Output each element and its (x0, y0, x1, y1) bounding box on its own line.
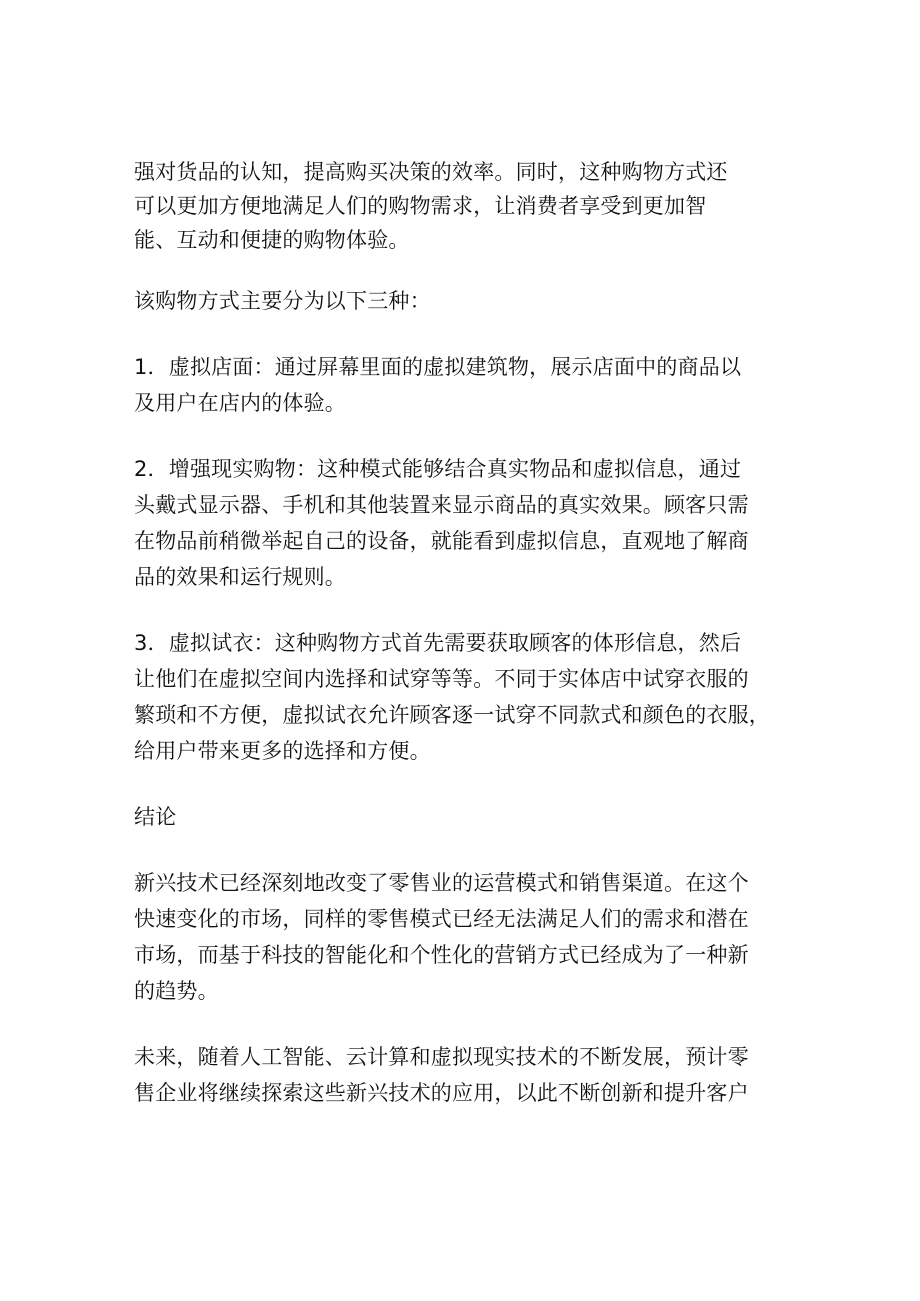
text-line: 3．虚拟试衣：这种购物方式首先需要获取顾客的体形信息，然后 (134, 631, 742, 655)
paragraph-three-types-intro (134, 283, 794, 319)
text-line: 结论 (134, 805, 177, 829)
text-line: 1．虚拟店面：通过屏幕里面的虚拟建筑物，展示店面中的商品以 (134, 355, 742, 379)
text-line: 快速变化的市场，同样的零售模式已经无法满足人们的需求和潜在 (134, 907, 749, 931)
list-item-virtual-storefront (134, 349, 794, 421)
text-line: 强对货品的认知，提高购买决策的效率。同时，这种购物方式还 (134, 160, 728, 184)
section-heading-conclusion (134, 799, 794, 835)
list-item-virtual-fitting (134, 625, 794, 769)
text-line: 繁琐和不方便，虚拟试衣允许顾客逐一试穿不同款式和颜色的衣服， (134, 703, 770, 727)
text-line: 新兴技术已经深刻地改变了零售业的运营模式和销售渠道。在这个 (134, 871, 749, 895)
list-item-ar-shopping (134, 451, 794, 595)
text-line: 让他们在虚拟空间内选择和试穿等等。不同于实体店中试穿衣服的 (134, 667, 749, 691)
text-line: 及用户在店内的体验。 (134, 391, 346, 415)
paragraph-conclusion (134, 865, 794, 1009)
text-line: 的趋势。 (134, 979, 219, 1003)
paragraph-shopping-benefits (134, 155, 784, 257)
text-line: 品的效果和运行规则。 (134, 565, 346, 589)
text-line: 给用户带来更多的选择和方便。 (134, 739, 431, 763)
text-line: 售企业将继续探索这些新兴技术的应用，以此不断创新和提升客户 (134, 1081, 749, 1105)
text-line: 该购物方式主要分为以下三种： (134, 289, 431, 313)
text-line: 能、互动和便捷的购物体验。 (134, 228, 410, 252)
text-line: 在物品前稍微举起自己的设备，就能看到虚拟信息，直观地了解商 (134, 529, 749, 553)
text-line: 头戴式显示器、手机和其他装置来显示商品的真实效果。顾客只需 (134, 493, 749, 517)
text-line: 2．增强现实购物：这种模式能够结合真实物品和虚拟信息，通过 (134, 457, 742, 481)
text-line: 市场，而基于科技的智能化和个性化的营销方式已经成为了一种新 (134, 943, 749, 967)
text-line: 可以更加方便地满足人们的购物需求，让消费者享受到更加智 (134, 194, 707, 218)
paragraph-future-outlook (134, 1039, 794, 1111)
text-line: 未来，随着人工智能、云计算和虚拟现实技术的不断发展，预计零 (134, 1045, 749, 1069)
